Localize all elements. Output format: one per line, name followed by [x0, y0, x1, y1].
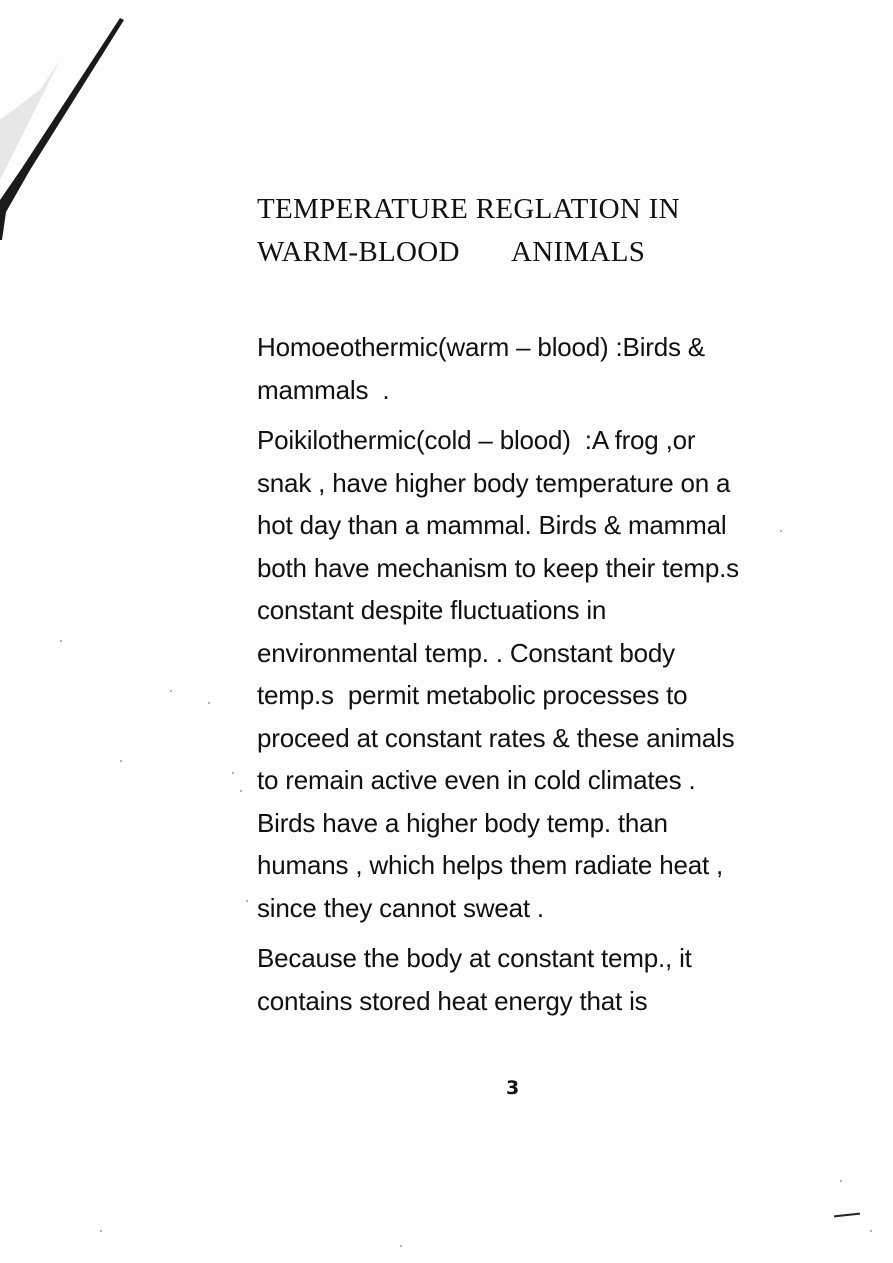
title-line-2: WARM-BLOOD ANIMALS	[257, 236, 646, 268]
text-line: Birds have a higher body temp. than	[257, 807, 668, 838]
text-line: Homoeothermic(warm – blood) :Birds &	[257, 332, 705, 362]
text-line: proceed at constant rates & these animals	[257, 722, 735, 753]
text-line: environmental temp. . Constant body	[257, 637, 675, 668]
paragraph-homoeothermic	[257, 326, 777, 411]
paragraph-stored-heat	[257, 937, 777, 1022]
page-number: 3	[506, 1077, 520, 1099]
page-title	[257, 188, 817, 274]
text-line: both have mechanism to keep their temp.s	[257, 552, 739, 583]
scan-corner-mark	[834, 1213, 860, 1218]
text-line: Because the body at constant temp., it	[257, 943, 692, 973]
text-line: temp.s permit metabolic processes to	[257, 680, 688, 710]
title-line-1: TEMPERATURE REGLATION IN	[257, 193, 680, 225]
text-line: snak , have higher body temperature on a	[257, 467, 731, 498]
body-text	[257, 326, 777, 1030]
text-line: Poikilothermic(cold – blood) :A frog ,or	[257, 425, 696, 455]
text-line: to remain active even in cold climates .	[257, 765, 696, 795]
scan-edge-mark	[0, 0, 140, 260]
text-line: constant despite fluctuations in	[257, 595, 607, 625]
paragraph-poikilothermic	[257, 419, 777, 929]
text-line: mammals .	[257, 374, 390, 405]
text-line: humans , which helps them radiate heat ,	[257, 850, 724, 880]
text-line: contains stored heat energy that is	[257, 985, 648, 1016]
text-line: hot day than a mammal. Birds & mammal	[257, 510, 727, 540]
text-line: since they cannot sweat .	[257, 892, 544, 923]
